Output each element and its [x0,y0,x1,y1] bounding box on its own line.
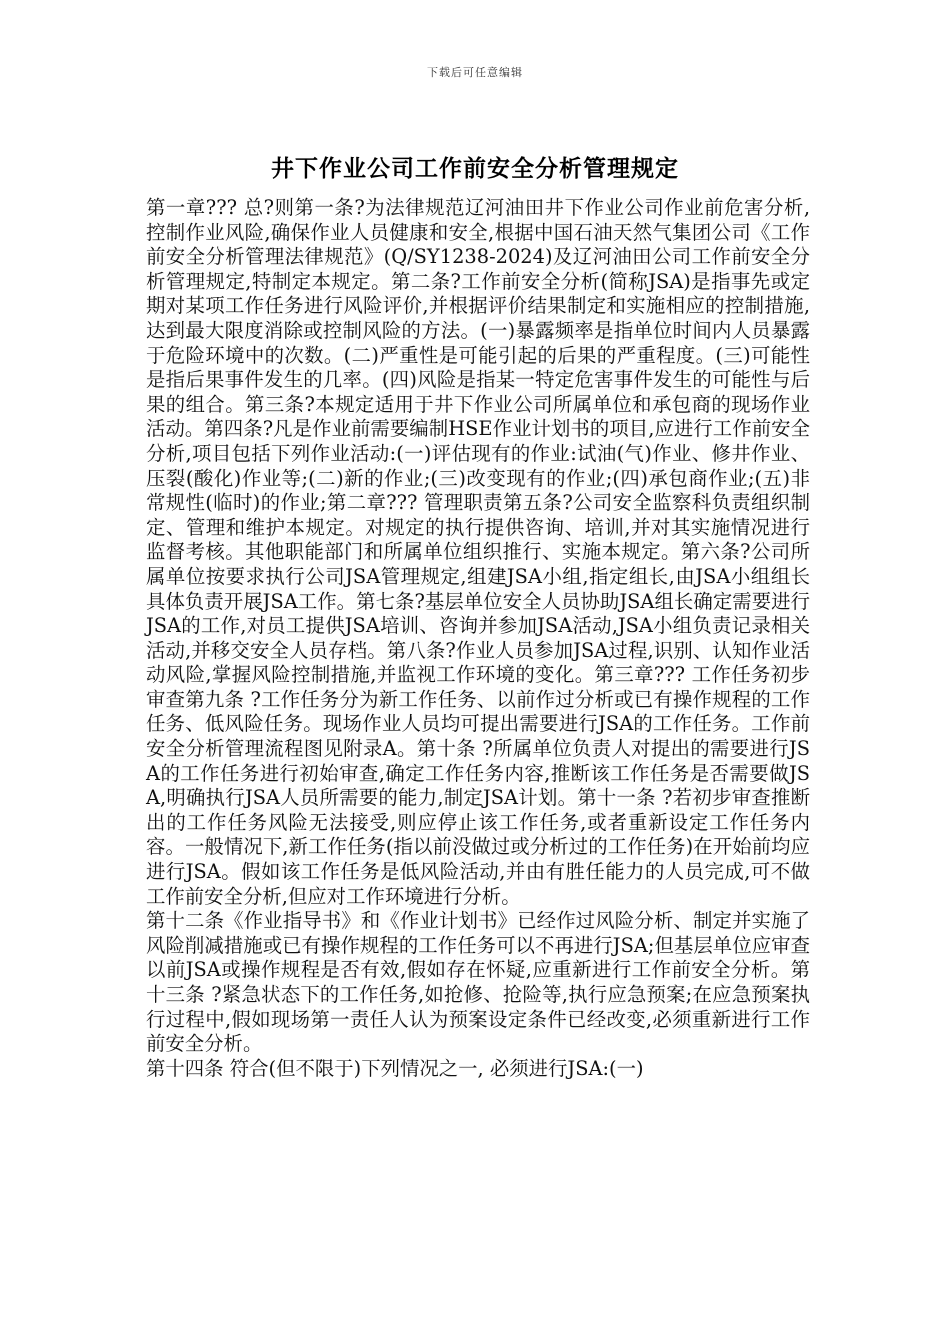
body-paragraph-2: 第十二条《作业指导书》和《作业计划书》已经作过风险分析、制定并实施了风险削减措施或已有操作规程的工作任务可以不再进行JSA;但基层单位应审查以前JSA或操作规程是否有效,假如存在怀疑,应重新进行工作前安全分析。第十三条 ?紧急状态下的工作任务,如抢修、抢险等,执行应急预案;在应急预案执行过程中,假如现场第一责任人认为预案设定条件已经改变,必须重新进行工作前安全分析。 [146,909,810,1056]
document-title: 井下作业公司工作前安全分析管理规定 [271,156,679,182]
body-paragraph-3: 第十四条 符合(但不限于)下列情况之一, 必须进行JSA:(一) [146,1056,644,1080]
body-paragraph-1: 第一章??? 总?则第一条?为法律规范辽河油田井下作业公司作业前危害分析,控制作业风险,确保作业人员健康和安全,根据中国石油天然气集团公司《工作前安全分析管理法律规范》(Q/SY1238-2024)及辽河油田公司工作前安全分析管理规定,特制定本规定。第二条?工作前安全分析(简称JSA)是指事先或定期对某项工作任务进行风险评价,并根据评价结果制定和实施相应的控制措施,达到最大限度消除或控制风险的方法。(一)暴露频率是指单位时间内人员暴露于危险环境中的次数。(二)严重性是可能引起的后果的严重程度。(三)可能性是指后果事件发生的几率。(四)风险是指某一特定危害事件发生的可能性与后果的组合。第三条?本规定适用于井下作业公司所属单位和承包商的现场作业活动。第四条?凡是作业前需要编制HSE作业计划书的项目,应进行工作前安全分析,项目包括下列作业活动:(一)评估现有的作业:试油(气)作业、修井作业、压裂(酸化)作业等;(二)新的作业;(三)改变现有的作业;(四)承包商作业;(五)非常规性(临时)的作业;第二章??? 管理职责第五条?公司安全监察科负责组织制定、管理和维护本规定。对规定的执行提供咨询、培训,并对其实施情况进行监督考核。其他职能部门和所属单位组织推行、实施本规定。第六条?公司所属单位按要求执行公司JSA管理规定,组建JSA小组,指定组长,由JSA小组组长具体负责开展JSA工作。第七条?基层单位安全人员协助JSA组长确定需要进行JSA的工作,对员工提供JSA培训、咨询并参加JSA活动,JSA小组负责记录相关活动,并移交安全人员存档。第八条?作业人员参加JSA过程,识别、认知作业活动风险,掌握风险控制措施,并监视工作环境的变化。第三章??? 工作任务初步审查第九条 ?工作任务分为新工作任务、以前作过分析或已有操作规程的工作任务、低风险任务。现场作业人员均可提出需要进行JSA的工作任务。工作前安全分析管理流程图见附录A。第十条 ?所属单位负责人对提出的需要进行JSA的工作任务进行初始审查,确定工作任务内容,推断该工作任务是否需要做JSA,明确执行JSA人员所需要的能力,制定JSA计划。第十一条 ?若初步审查推断出的工作任务风险无法接受,则应停止该工作任务,或者重新设定工作任务内容。一般情况下,新工作任务(指以前没做过或分析过的工作任务)在开始前均应进行JSA。假如该工作任务是低风险活动,并由有胜任能力的人员完成,可不做工作前安全分析,但应对工作环境进行分析。 [146,196,810,908]
document-body [146,196,810,1081]
page-header-note: 下载后可任意编辑 [427,66,523,79]
